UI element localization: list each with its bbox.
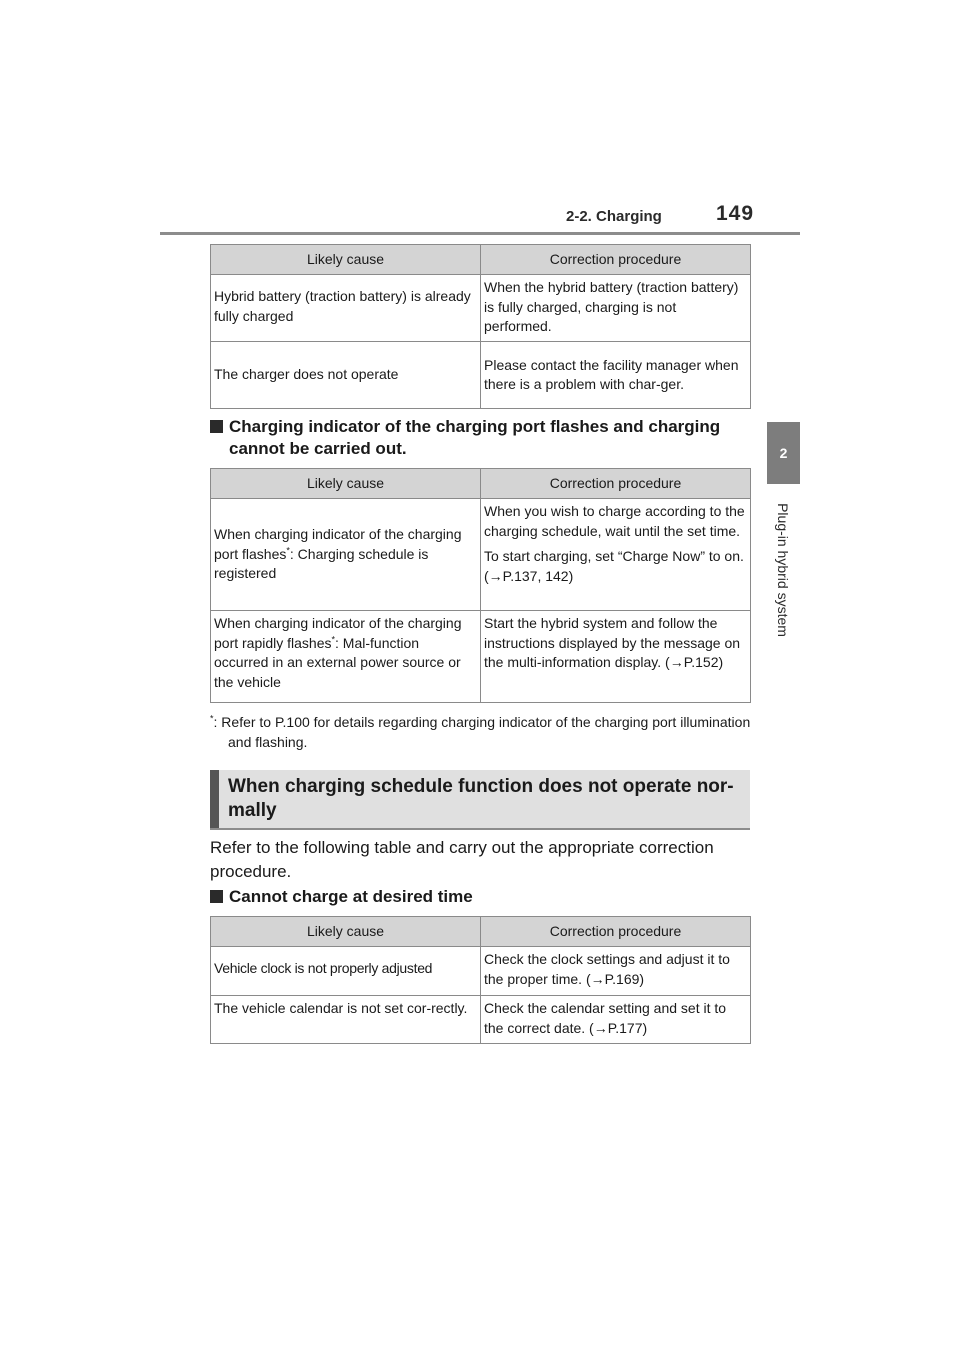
chapter-tab: [767, 422, 800, 484]
header-divider: [160, 232, 800, 235]
arrow-right-icon: →: [669, 654, 684, 670]
table-row: [211, 342, 751, 409]
table-row: [211, 611, 751, 703]
header-likely-cause: Likely cause: [211, 469, 481, 499]
cause-procedure-table-2: [210, 468, 751, 703]
subheading-cannot-charge: Cannot charge at desired time: [210, 886, 755, 908]
section-heading-box: [210, 770, 750, 830]
table-header-row: [211, 917, 751, 947]
table-row: [211, 275, 751, 342]
cause-procedure-table-1: [210, 244, 751, 409]
arrow-right-icon: →: [488, 567, 503, 584]
table-header-row: [211, 245, 751, 275]
section-heading: When charging schedule function does not operate nor-mally: [228, 776, 734, 821]
arrow-right-icon: →: [593, 1019, 608, 1036]
page-reference: P.152): [683, 654, 724, 670]
footnote-marker: *: [210, 713, 214, 724]
page-number: 149: [716, 202, 755, 225]
page-reference: P.137, 142): [502, 567, 574, 584]
cause-cell: When charging indicator of the charging port flashes*: Charging schedule is registered: [211, 499, 481, 611]
procedure-cell: When you wish to charge according to the charging schedule, wait until the set time. To start charging, set “Charge Now” to on. (→P.137, 142): [481, 499, 751, 611]
header-correction-procedure: Correction procedure: [481, 917, 751, 947]
cause-cell: Vehicle clock is not properly adjusted: [211, 947, 481, 996]
footnote-marker: *: [331, 633, 336, 644]
procedure-cell: When the hybrid battery (traction battery) is fully charged, charging is not performed.: [481, 275, 751, 342]
table-row: [211, 996, 751, 1044]
page-reference: P.177): [607, 1019, 648, 1036]
procedure-cell: Please contact the facility manager when there is a problem with char-ger.: [481, 342, 751, 409]
procedure-cell: Start the hybrid system and follow the instructions displayed by the message on the multi-information display. (→P.152): [481, 611, 751, 703]
table-row: [211, 947, 751, 996]
cause-cell: The vehicle calendar is not set cor-rectly.: [211, 996, 481, 1044]
chapter-number: 2: [779, 445, 788, 461]
cause-procedure-table-3: [210, 916, 751, 1044]
procedure-cell: Check the clock settings and adjust it to the proper time. (→P.169): [481, 947, 751, 996]
cause-cell: Hybrid battery (traction battery) is already fully charged: [211, 275, 481, 342]
header-correction-procedure: Correction procedure: [481, 469, 751, 499]
header-correction-procedure: Correction procedure: [481, 245, 751, 275]
chapter-label: Plug-in hybrid system: [775, 503, 791, 637]
footnote: *: Refer to P.100 for details regarding charging indicator of the charging port illumination and flashing.: [210, 713, 751, 750]
section-heading-accent-bar: [210, 770, 219, 828]
header-likely-cause: Likely cause: [211, 245, 481, 275]
footnote-marker: *: [286, 545, 290, 556]
section-title-header: 2-2. Charging: [566, 208, 662, 225]
subheading-charging-indicator: Charging indicator of the charging port flashes and charging cannot be carried out.: [210, 416, 755, 460]
square-bullet-icon: [210, 890, 223, 903]
page-reference: P.169): [604, 970, 645, 987]
procedure-cell: Check the calendar setting and set it to the correct date. (→P.177): [481, 996, 751, 1044]
body-paragraph: Refer to the following table and carry out the appropriate correction procedure.: [210, 838, 714, 881]
square-bullet-icon: [210, 420, 223, 433]
arrow-right-icon: →: [590, 970, 605, 987]
cause-cell: The charger does not operate: [211, 342, 481, 409]
header-likely-cause: Likely cause: [211, 917, 481, 947]
cause-cell: When charging indicator of the charging port rapidly flashes*: Mal-function occurred in an external power source or the vehicle: [211, 611, 481, 703]
table-header-row: [211, 469, 751, 499]
table-row: [211, 499, 751, 611]
